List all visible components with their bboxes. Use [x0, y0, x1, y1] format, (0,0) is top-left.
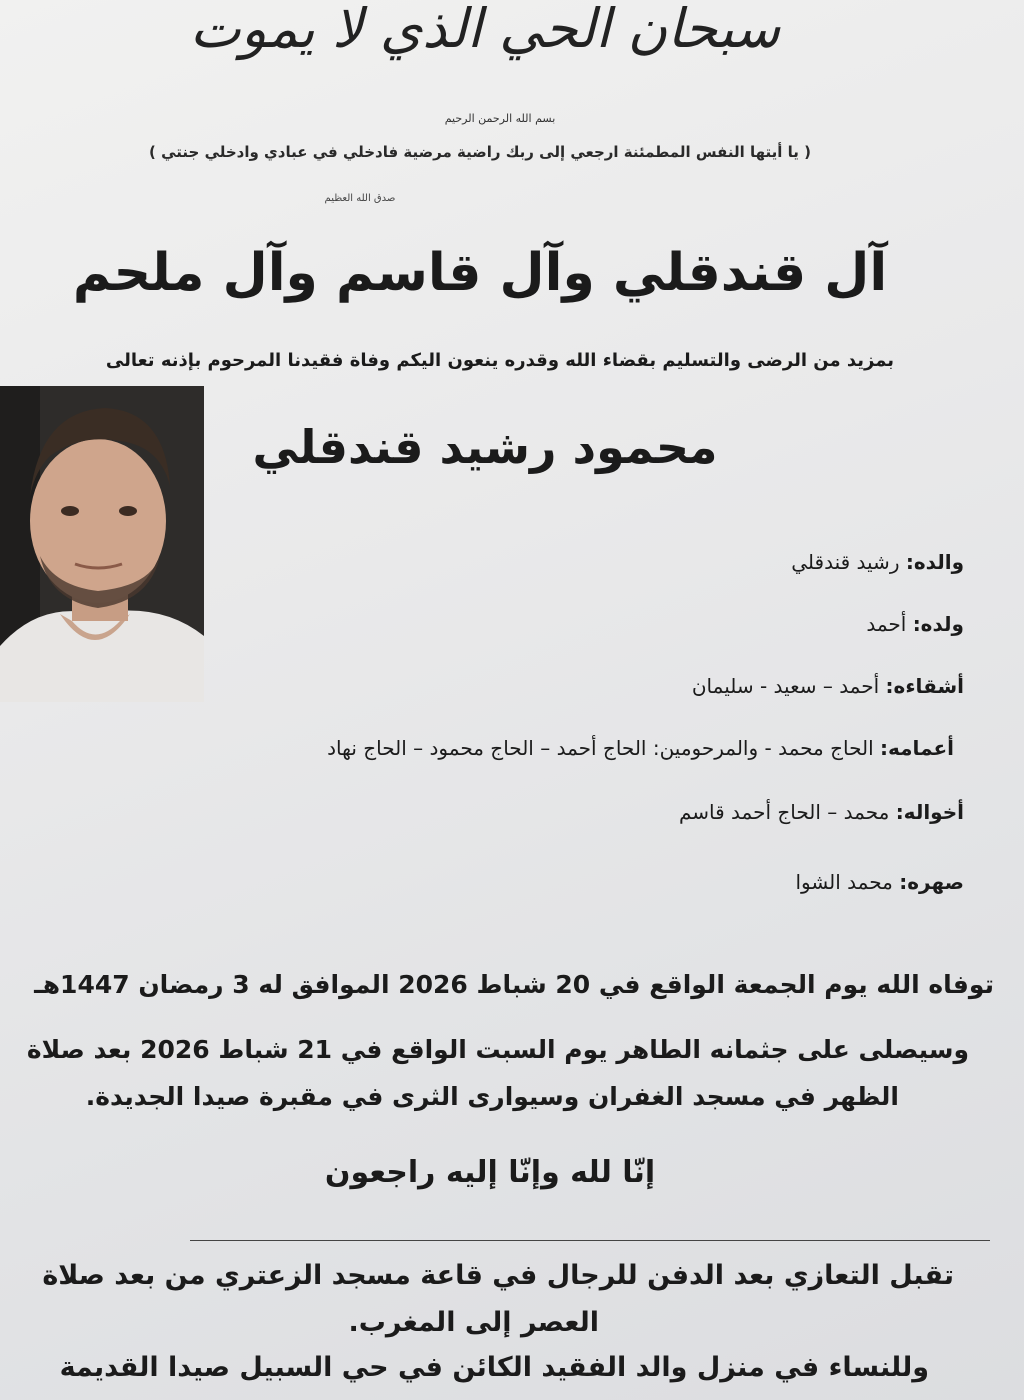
basmala: بسم الله الرحمن الرحيم [444, 112, 556, 125]
funeral-line-2: الظهر في مسجد الغفران وسيوارى الثرى في مقبرة صيدا الجديدة. [85, 1082, 899, 1111]
intro-line: بمزيد من الرضى والتسليم بقضاء الله وقدره ينعون اليكم وفاة فقيدنا المرحوم بإذنه تعالى [105, 350, 895, 371]
sadaq-line: صدق الله العظيم [324, 193, 396, 204]
funeral-line-1: وسيصلى على جثمانه الطاهر يوم السبت الواقع في 21 شباط 2026 بعد صلاة [26, 1035, 969, 1064]
relative-value: محمد الشوا [795, 870, 893, 894]
relative-value: محمد – الحاج أحمد قاسم [678, 800, 890, 824]
condolences-line-1: تقبل التعازي بعد الدفن للرجال في قاعة مسجد الزعتري من بعد صلاة [42, 1260, 954, 1291]
quran-verse: ( يا أيتها النفس المطمئنة ارجعي إلى ربك راضية مرضية فادخلي في عبادي وادخلي جنتي ) [149, 143, 811, 161]
relative-label: أعمامه: [880, 736, 954, 760]
family-names-heading: آل قندقلي وآل قاسم وآل ملحم [72, 243, 888, 303]
relative-label: أخواله: [895, 800, 964, 824]
condolences-line-2: العصر إلى المغرب. [348, 1307, 599, 1338]
deceased-photo [0, 386, 204, 702]
relative-label: والده: [905, 550, 964, 574]
relative-uncles [54, 736, 954, 760]
relative-maternal-uncles [64, 800, 964, 824]
deceased-name: محمود رشيد قندقلي [252, 420, 718, 474]
divider [190, 1240, 990, 1241]
relative-value: أحمد [866, 612, 907, 636]
relative-label: أشقاءه: [885, 674, 964, 698]
relative-label: ولده: [912, 612, 964, 636]
relative-brother-in-law [64, 870, 964, 894]
relative-value: الحاج محمد - والمرحومين: الحاج أحمد – الحاج محمود – الحاج نهاد [327, 736, 874, 760]
portrait-image [0, 386, 204, 702]
relative-value: أحمد – سعيد - سليمان [691, 674, 880, 698]
relative-label: صهره: [899, 870, 964, 894]
relative-brothers [64, 674, 964, 698]
relative-son [64, 612, 964, 636]
death-notice: توفاه الله يوم الجمعة الواقع في 20 شباط 2026 الموافق له 3 رمضان 1447هـ [34, 970, 994, 999]
inna-lillah-verse: إنّا لله وإنّا إليه راجعون [324, 1155, 656, 1190]
condolences-line-3: وللنساء في منزل والد الفقيد الكائن في حي السبيل صيدا القديمة [59, 1352, 929, 1383]
relative-father [64, 550, 964, 574]
relative-value: رشيد قندقلي [791, 550, 900, 574]
calligraphy-heading: سبحان الحي الذي لا يموت [189, 0, 781, 60]
